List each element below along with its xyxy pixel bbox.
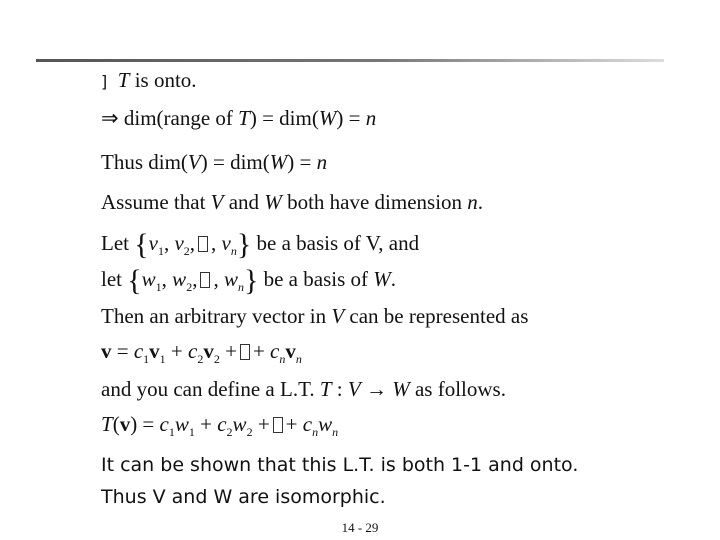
symbol-T: T: [319, 377, 332, 401]
line-vector-eq: $v = c_1v_1 + c_2v_2$ + + $c_nv_n$: [101, 339, 302, 366]
text-let: let: [101, 267, 122, 291]
symbol-V: V: [187, 150, 201, 174]
header-rule: [36, 59, 664, 62]
symbol-V: V: [331, 304, 345, 328]
missing-glyph-icon: [200, 272, 210, 288]
symbol-W: W: [269, 150, 288, 174]
text-define: and you can define a L.T.: [101, 377, 315, 401]
text-isomorphic: Thus V and W are isomorphic.: [101, 486, 386, 508]
missing-glyph-icon: [240, 344, 250, 360]
line-thus-dim: [101, 152, 327, 173]
text-assume: Assume that: [101, 190, 206, 214]
symbol-n: n: [365, 106, 377, 130]
text-as-follows: as follows.: [414, 377, 506, 401]
line-basis-w: let {$w_1$, $w_2$, , $w_n$} be a basis of W.: [101, 264, 396, 297]
text-basis-of-v: be a basis of V, and: [256, 231, 420, 255]
missing-glyph-icon: [198, 236, 208, 252]
symbol-V: V: [347, 377, 361, 401]
symbol-V: V: [210, 190, 224, 214]
page-number: 14 - 29: [341, 520, 379, 535]
symbol-W: W: [373, 267, 391, 291]
close-brace: }: [236, 228, 252, 261]
text-dim-range: dim(range of: [123, 106, 233, 130]
symbol-n: n: [467, 190, 478, 214]
text-let: Let: [101, 231, 129, 255]
symbol-W: W: [264, 190, 282, 214]
arrow-right-icon: →: [365, 377, 387, 401]
text-and: and: [228, 190, 260, 214]
symbol-W: W: [392, 377, 410, 401]
text-eq-dim: ) = dim(: [200, 150, 270, 174]
line-basis-v: Let {$v_1$, $v_2$, , $v_n$} be a basis of V, and: [101, 228, 420, 261]
text-basis-of-w: be a basis of: [263, 267, 368, 291]
text-then: Then an arbitrary vector in: [101, 304, 327, 328]
line-define-lt: and you can define a L.T. T : V → W as follows.: [101, 377, 506, 401]
open-brace: {: [127, 264, 142, 297]
symbol-W: W: [318, 106, 337, 130]
line-implies-dim: [101, 108, 376, 129]
text-eq: ) =: [287, 150, 312, 174]
implies-arrow-icon: ⇒: [101, 106, 119, 130]
line-arbitrary-vector: [101, 306, 528, 327]
text-shown-1-1-onto: It can be shown that this L.T. is both 1-1 and onto.: [101, 454, 579, 476]
line-t-eq: $T(v) = c_1w_1 + c_2w_2$ + + $c_nw_n$: [101, 412, 339, 439]
line-assume: Assume that V and W both have dimension n.: [101, 190, 484, 214]
missing-glyph-icon: [273, 417, 283, 433]
text-eq-dim: ) = dim(: [249, 106, 319, 130]
text-both-have: both have dimension: [287, 190, 463, 214]
line-t-is-onto: [101, 70, 197, 91]
symbol-n: n: [316, 150, 328, 174]
open-brace: {: [134, 228, 149, 261]
text-is-onto: is onto.: [134, 68, 197, 92]
text-thus-dim: Thus dim(: [101, 150, 188, 174]
text-eq: ) =: [336, 106, 361, 130]
missing-glyph-icon: ]: [101, 72, 108, 91]
symbol-T: T: [112, 68, 130, 92]
close-brace: }: [243, 264, 259, 297]
symbol-T: T: [238, 106, 250, 130]
text-represented: can be represented as: [349, 304, 529, 328]
